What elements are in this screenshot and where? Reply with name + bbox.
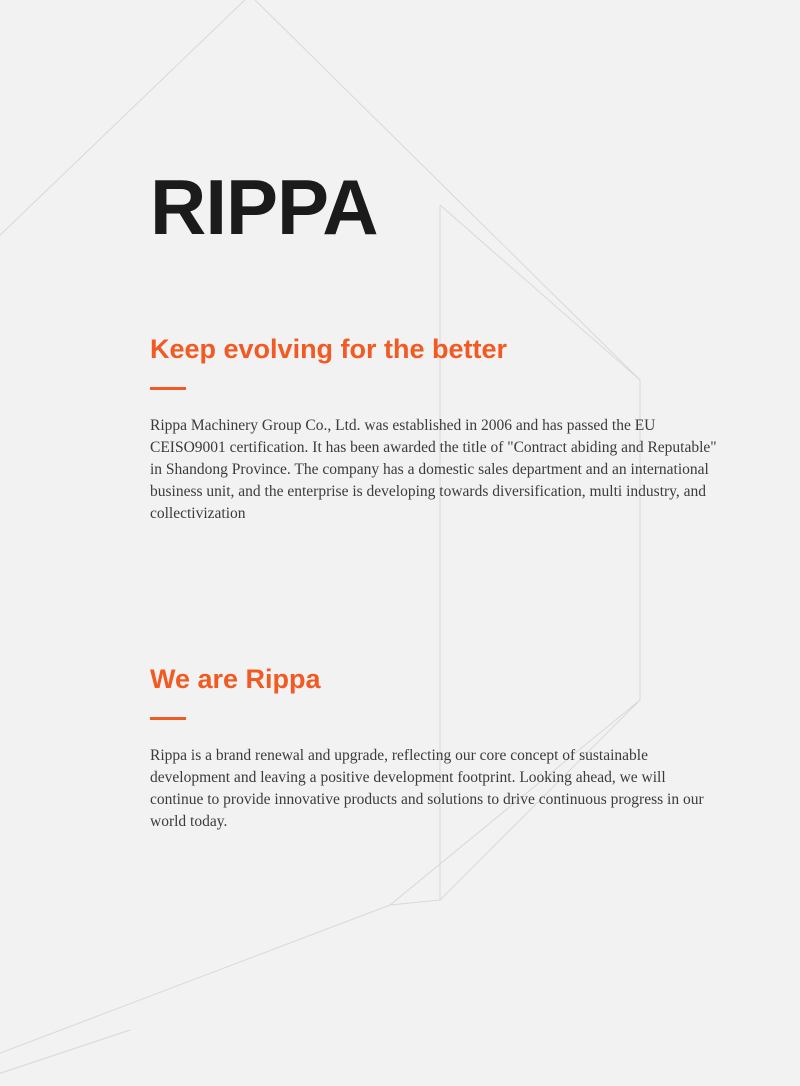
section-keep-evolving (150, 333, 730, 525)
accent-rule (150, 717, 186, 720)
brand-wordmark: RIPPA (150, 163, 378, 251)
section-heading: We are Rippa (150, 664, 321, 694)
document-content (150, 0, 750, 1086)
accent-rule (150, 387, 186, 390)
section-body: Rippa is a brand renewal and upgrade, reflecting our core concept of sustainable development and leaving a positive development footprint. Looking ahead, we will continue to provide innovative products and solutions to drive continuous progress in our world today. (150, 747, 704, 831)
section-heading: Keep evolving for the better (150, 334, 508, 364)
section-body: Rippa Machinery Group Co., Ltd. was established in 2006 and has passed the EU CEISO9001 certification. It has been awarded the title of "Contract abiding and Reputable" in Shandong Province. The company has a domestic sales department and an international business unit, and the enterprise is developing towards diversification, multi industry, and collectivization (150, 417, 717, 523)
section-we-are-rippa (150, 663, 710, 833)
